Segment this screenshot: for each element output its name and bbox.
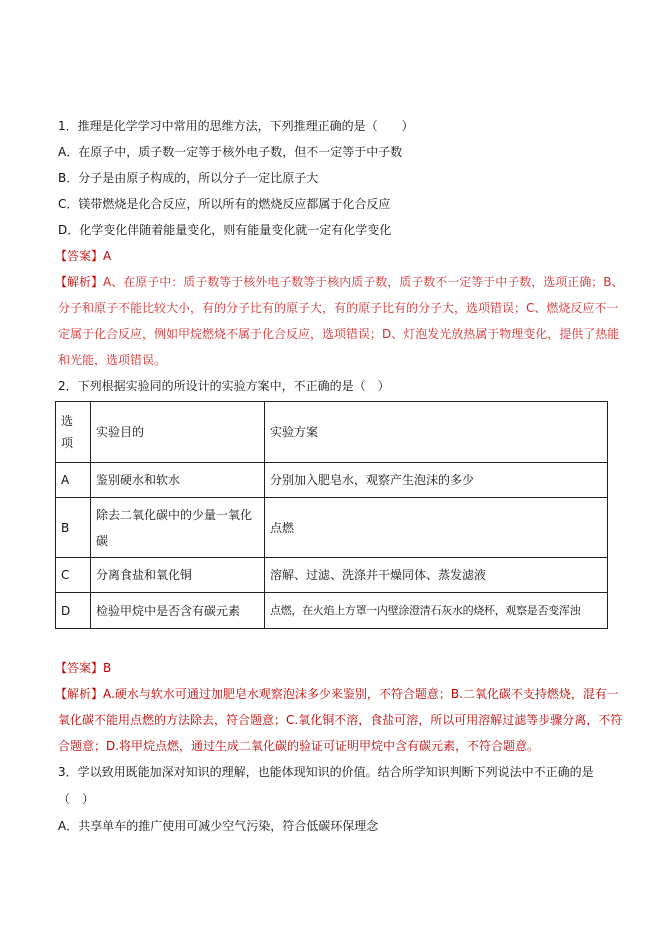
option-c: C．镁带燃烧是化合反应，所以所有的燃烧反应都属于化合反应 [58,197,391,211]
analysis-line: 和光能，选项错误。 [58,353,167,367]
question-3-stem-blank: （ ） [58,792,95,806]
question-3-stem: 3．学以致用既能加深对知识的理解，也能体现知识的价值。结合所学知识判断下列说法中不正确的是 [58,765,594,779]
table-cell: 除去二氧化碳中的少量一氧化碳 [91,498,265,558]
header-purpose: 实验目的 [91,402,265,463]
table-header-row [56,402,608,463]
option-b: B．分子是由原子构成的，所以分子一定比原子大 [58,171,319,185]
analysis-line [55,686,619,702]
table-row [56,558,608,593]
answer-value: A [103,249,112,263]
answer [55,248,111,264]
table-cell: 分离食盐和氧化铜 [91,558,265,593]
option-a: A．共享单车的推广使用可减少空气污染，符合低碳环保理念 [58,819,379,833]
analysis-label: 【解析】 [55,687,104,701]
header-plan: 实验方案 [265,402,608,463]
analysis-line: 合题意；D.将甲烷点燃，通过生成二氧化碳的验证可证明甲烷中含有碳元素，不符合题意。 [58,739,540,753]
answer-label: 【答案】 [55,661,104,675]
option-d: D．化学变化伴随着能量变化，则有能量变化就一定有化学变化 [58,223,392,237]
table-row [56,498,608,558]
table-row [56,593,608,629]
analysis-line [55,274,623,290]
analysis-line: 定属于化合反应，例如甲烷燃烧不属于化合反应，选项错误；D、灯泡发光放热属于物理变化，提供了热能 [58,327,620,341]
table-cell: B [56,498,91,558]
answer-label: 【答案】 [55,249,104,263]
table-cell: A [56,463,91,498]
question-2-stem: 2．下列根据实验同的所设计的实验方案中，不正确的是（ ） [58,379,390,393]
analysis-text: A.硬水与软水可通过加肥皂水观察泡沫多少来鉴别，不符合题意；B.二氧化碳不支持燃烧，混有一 [103,687,619,701]
table-row [56,463,608,498]
header-text: 选项 [61,414,74,450]
answer [55,660,111,676]
table-cell: D [56,593,91,629]
analysis-line: 分子和原子不能比较大小，有的分子比有的原子大，有的原子比有的分子大，选项错误；C、燃烧反应不一 [58,301,619,315]
experiment-table [55,401,608,629]
table-cell: 溶解、过滤、洗涤并干燥同体、蒸发滤液 [265,558,608,593]
analysis-text: A、在原子中：质子数等于核外电子数等于核内质子数，质子数不一定等于中子数，选项正确；B、 [103,275,624,289]
option-a: A．在原子中，质子数一定等于核外电子数，但不一定等于中子数 [58,145,403,159]
table-cell: 分别加入肥皂水，观察产生泡沫的多少 [265,463,608,498]
header-option [56,402,91,463]
table-cell: 检验甲烷中是否含有碳元素 [91,593,265,629]
table-cell: 点燃，在火焰上方罩一内壁涂澄清石灰水的烧杯，观察是否变浑浊 [265,593,608,629]
answer-value: B [103,661,112,675]
table-cell: 鉴别硬水和软水 [91,463,265,498]
table-cell: 点燃 [265,498,608,558]
analysis-label: 【解析】 [55,275,104,289]
analysis-line: 氧化碳不能用点燃的方法除去，符合题意；C.氧化铜不溶，食盐可溶，所以可用溶解过滤等步骤分离，不符 [58,713,623,727]
question-1-stem: 1．推理是化学学习中常用的思维方法，下列推理正确的是（ ） [58,119,414,133]
table-cell: C [56,558,91,593]
